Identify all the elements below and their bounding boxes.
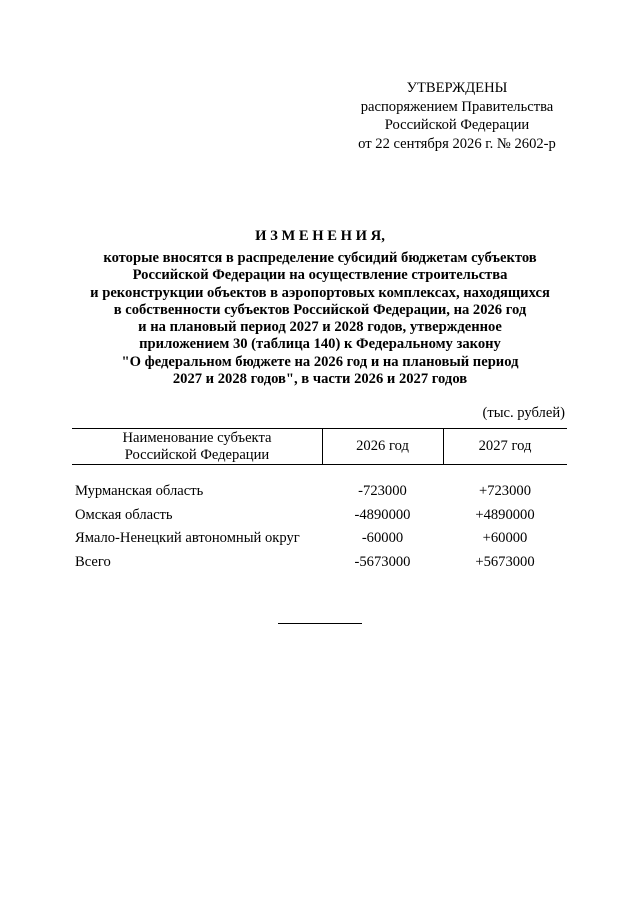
approval-line: распоряжением Правительства bbox=[360, 98, 554, 115]
subtitle-line: "О федеральном бюджете на 2026 год и на плановый период bbox=[121, 353, 519, 370]
table-row bbox=[72, 481, 567, 501]
cell-total-2026: -5673000 bbox=[354, 554, 411, 570]
table-row-total bbox=[72, 552, 567, 572]
document-subtitle bbox=[0, 250, 640, 388]
subtitle-line: и реконструкции объектов в аэропортовых комплексах, находящихся bbox=[90, 284, 550, 301]
subtitle-line: приложением 30 (таблица 140) к Федеральному закону bbox=[139, 336, 501, 353]
table-row bbox=[72, 505, 567, 525]
units-note: (тыс. рублей) bbox=[482, 405, 565, 421]
subtitle-line: Российской Федерации на осуществление строительства bbox=[132, 267, 508, 284]
subtitle-line: в собственности субъектов Российской Федерации, на 2026 год bbox=[113, 301, 527, 318]
cell-value-2026: -60000 bbox=[361, 530, 404, 546]
cell-value-2026: -723000 bbox=[358, 483, 407, 499]
cell-value-2026: -4890000 bbox=[354, 507, 411, 523]
cell-region-name: Мурманская область bbox=[75, 483, 204, 499]
cell-value-2027: +723000 bbox=[478, 483, 531, 499]
document-title: И З М Е Н Е Н И Я, bbox=[255, 228, 385, 244]
cell-region-name: Омская область bbox=[75, 507, 173, 523]
header-name-line: Наименование субъекта bbox=[122, 430, 272, 446]
header-cell-2027: 2027 год bbox=[478, 438, 532, 454]
header-name-line: Российской Федерации bbox=[124, 447, 270, 463]
cell-value-2027: +60000 bbox=[482, 530, 528, 546]
header-cell-2026: 2026 год bbox=[356, 438, 409, 454]
table-header bbox=[72, 428, 567, 465]
subtitle-line: 2027 и 2028 годов", в части 2026 и 2027 годов bbox=[172, 371, 468, 388]
table-row bbox=[72, 528, 567, 548]
cell-value-2027: +4890000 bbox=[475, 507, 535, 523]
approval-title: УТВЕРЖДЕНЫ bbox=[406, 80, 508, 96]
end-separator bbox=[278, 623, 362, 624]
cell-total-2027: +5673000 bbox=[475, 554, 535, 570]
cell-region-name: Ямало-Ненецкий автономный округ bbox=[75, 530, 300, 546]
approval-date-number: от 22 сентября 2026 г. № 2602-р bbox=[358, 136, 556, 153]
subtitle-line: которые вносятся в распределение субсидий бюджетам субъектов bbox=[103, 250, 537, 266]
cell-total-label: Всего bbox=[75, 554, 111, 570]
approval-block bbox=[338, 79, 576, 154]
approval-line: Российской Федерации bbox=[384, 117, 530, 134]
header-cell-name bbox=[72, 430, 322, 464]
subtitle-line: и на плановый период 2027 и 2028 годов, утвержденное bbox=[138, 319, 502, 336]
